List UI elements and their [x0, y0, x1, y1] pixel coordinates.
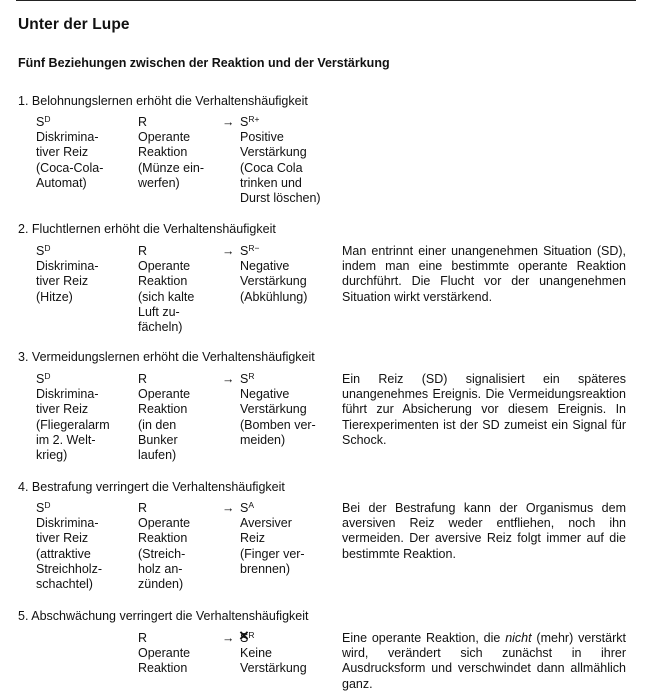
- consequence-column: [222, 244, 340, 305]
- arrow-right-icon: →: [222, 372, 235, 386]
- section-number: 5.: [18, 609, 29, 623]
- cell-line: krieg): [36, 448, 68, 463]
- cell-line: Verstärkung: [240, 274, 307, 289]
- stimulus-symbol: $S^D$: [36, 500, 51, 515]
- cell-line: Diskrimina-: [36, 516, 99, 531]
- cell-line: tiver Reiz: [36, 402, 89, 417]
- stimulus-column: [36, 372, 126, 463]
- cell-line: Verstärkung: [240, 402, 307, 417]
- consequence-symbol: → $S^R$: [222, 371, 255, 386]
- cell-line: Reaktion: [138, 145, 188, 160]
- consequence-symbol: [222, 631, 340, 646]
- cell-line: Luft zu-: [138, 304, 180, 319]
- arrow-right-icon: →: [222, 631, 235, 645]
- cell-line: im 2. Welt-: [36, 432, 96, 447]
- stimulus-symbol: $S^D$: [36, 371, 51, 386]
- response-symbol: R: [138, 631, 148, 645]
- cell-line: Reiz: [240, 531, 266, 546]
- section-number: 3.: [18, 350, 29, 364]
- cell-line: trinken und: [240, 175, 302, 190]
- stimulus-column: [36, 244, 126, 305]
- cell-line: zünden): [138, 577, 184, 592]
- page-title: Unter der Lupe: [18, 16, 130, 33]
- stimulus-symbol: $S^D$: [36, 114, 51, 129]
- cell-line: Verstärkung: [240, 661, 307, 676]
- page-subtitle: Fünf Beziehungen zwischen der Reaktion und der Verstärkung: [18, 56, 390, 70]
- cell-line: Operante: [138, 516, 191, 531]
- cell-line: Operante: [138, 259, 191, 274]
- cell-line: (Coca Cola: [240, 160, 303, 175]
- section-description: Ein Reiz (SD) signalisiert ein späteres unangenehmes Ereignis. Die Vermeidungsreaktion führt zur Absicherung vor diesem Ereignis. In Tierexperimenten ist der SD zumeist ein Signal für Schock.: [342, 372, 626, 447]
- response-symbol: R: [138, 501, 148, 515]
- section-description: Eine operante Reaktion, die nicht (mehr) verstärkt wird, verändert sich zunächst in ihrer Ausdrucksform und verschwindet dann allmählich ganz.: [342, 631, 626, 691]
- section-title: Bestrafung verringert die Verhaltenshäufigkeit: [31, 480, 285, 494]
- cell-line: Reaktion: [138, 402, 188, 417]
- consequence-column: [222, 631, 340, 677]
- cell-line: Reaktion: [138, 274, 188, 289]
- top-rule: [16, 0, 636, 1]
- consequence-column: [222, 372, 340, 448]
- cell-line: Negative: [240, 259, 290, 274]
- arrow-right-icon: →: [222, 115, 235, 129]
- cell-line: Reaktion: [138, 531, 188, 546]
- cell-line: Positive: [240, 130, 284, 145]
- cell-line: Diskrimina-: [36, 130, 99, 145]
- cell-line: (attraktive: [36, 546, 91, 561]
- section-number: 2.: [18, 222, 29, 236]
- cell-line: Automat): [36, 175, 87, 190]
- section-heading: [18, 609, 309, 623]
- crossed-out-stimulus-icon: $S^R$ ×: [240, 631, 254, 646]
- cell-line: holz an-: [138, 561, 183, 576]
- stimulus-column: [36, 501, 126, 592]
- section-number: 4.: [18, 480, 29, 494]
- cell-line: (Abkühlung): [240, 289, 308, 304]
- cell-line: Aversiver: [240, 516, 292, 531]
- cell-line: Durst löschen): [240, 191, 321, 206]
- section-heading: [18, 94, 308, 108]
- stimulus-column: [36, 115, 126, 191]
- cell-line: fächeln): [138, 320, 183, 335]
- cell-line: Streichholz-: [36, 561, 102, 576]
- cell-line: (Münze ein-: [138, 160, 204, 175]
- consequence-symbol: → $S^{R-}$: [222, 243, 260, 258]
- cell-line: schachtel): [36, 577, 93, 592]
- cell-line: (Finger ver-: [240, 546, 305, 561]
- cell-line: Keine: [240, 646, 272, 661]
- cell-line: laufen): [138, 448, 177, 463]
- cell-line: werfen): [138, 175, 180, 190]
- response-symbol: R: [138, 115, 148, 129]
- section-title: Fluchtlernen erhöht die Verhaltenshäufigkeit: [31, 222, 276, 236]
- section-title: Abschwächung verringert die Verhaltenshäufigkeit: [31, 609, 309, 623]
- cell-line: Verstärkung: [240, 145, 307, 160]
- response-column: [138, 501, 228, 592]
- section-title: Vermeidungslernen erhöht die Verhaltenshäufigkeit: [31, 350, 315, 364]
- section-heading: [18, 222, 276, 236]
- cell-line: (Streich-: [138, 546, 186, 561]
- cell-line: Operante: [138, 387, 191, 402]
- consequence-column: [222, 115, 340, 206]
- section-number: 1.: [18, 94, 29, 108]
- section-heading: [18, 480, 285, 494]
- cell-line: Operante: [138, 646, 191, 661]
- response-column: [138, 115, 228, 191]
- cell-line: Diskrimina-: [36, 387, 99, 402]
- cell-line: tiver Reiz: [36, 531, 89, 546]
- section-description: Bei der Bestrafung kann der Organismus dem aversiven Reiz weder entfliehen, noch ihn vermeiden. Der aversive Reiz folgt immer auf die bestimmte Reaktion.: [342, 501, 626, 561]
- section-heading: [18, 350, 315, 364]
- arrow-right-icon: →: [222, 244, 235, 258]
- cell-line: (Fliegeralarm: [36, 417, 110, 432]
- response-symbol: R: [138, 244, 148, 258]
- cell-line: (Coca-Cola-: [36, 160, 104, 175]
- cell-line: Negative: [240, 387, 290, 402]
- cell-line: tiver Reiz: [36, 274, 89, 289]
- cell-line: Operante: [138, 130, 191, 145]
- cell-line: meiden): [240, 432, 286, 447]
- emphasis: nicht: [505, 631, 532, 645]
- stimulus-symbol: $S^D$: [36, 243, 51, 258]
- response-column: [138, 631, 228, 677]
- cell-line: (Bomben ver-: [240, 417, 316, 432]
- cell-line: Reaktion: [138, 661, 188, 676]
- cell-line: Diskrimina-: [36, 259, 99, 274]
- cell-line: (Hitze): [36, 289, 73, 304]
- consequence-symbol: → $S^A$: [222, 500, 255, 515]
- cell-line: (in den: [138, 417, 177, 432]
- consequence-symbol: → $S^{R+}$: [222, 114, 260, 129]
- section-description: Man entrinnt einer unangenehmen Situation (SD), indem man eine bestimmte operante Reaktion durchführt. Die Flucht vor der unangenehmen Situation wirkt verstärkend.: [342, 244, 626, 304]
- response-column: [138, 372, 228, 463]
- cell-line: tiver Reiz: [36, 145, 89, 160]
- arrow-right-icon: →: [222, 501, 235, 515]
- section-title: Belohnungslernen erhöht die Verhaltenshäufigkeit: [31, 94, 308, 108]
- response-column: [138, 244, 228, 335]
- cell-line: Bunker: [138, 432, 178, 447]
- cell-line: (sich kalte: [138, 289, 195, 304]
- response-symbol: R: [138, 372, 148, 386]
- cell-line: brennen): [240, 561, 291, 576]
- consequence-column: [222, 501, 340, 577]
